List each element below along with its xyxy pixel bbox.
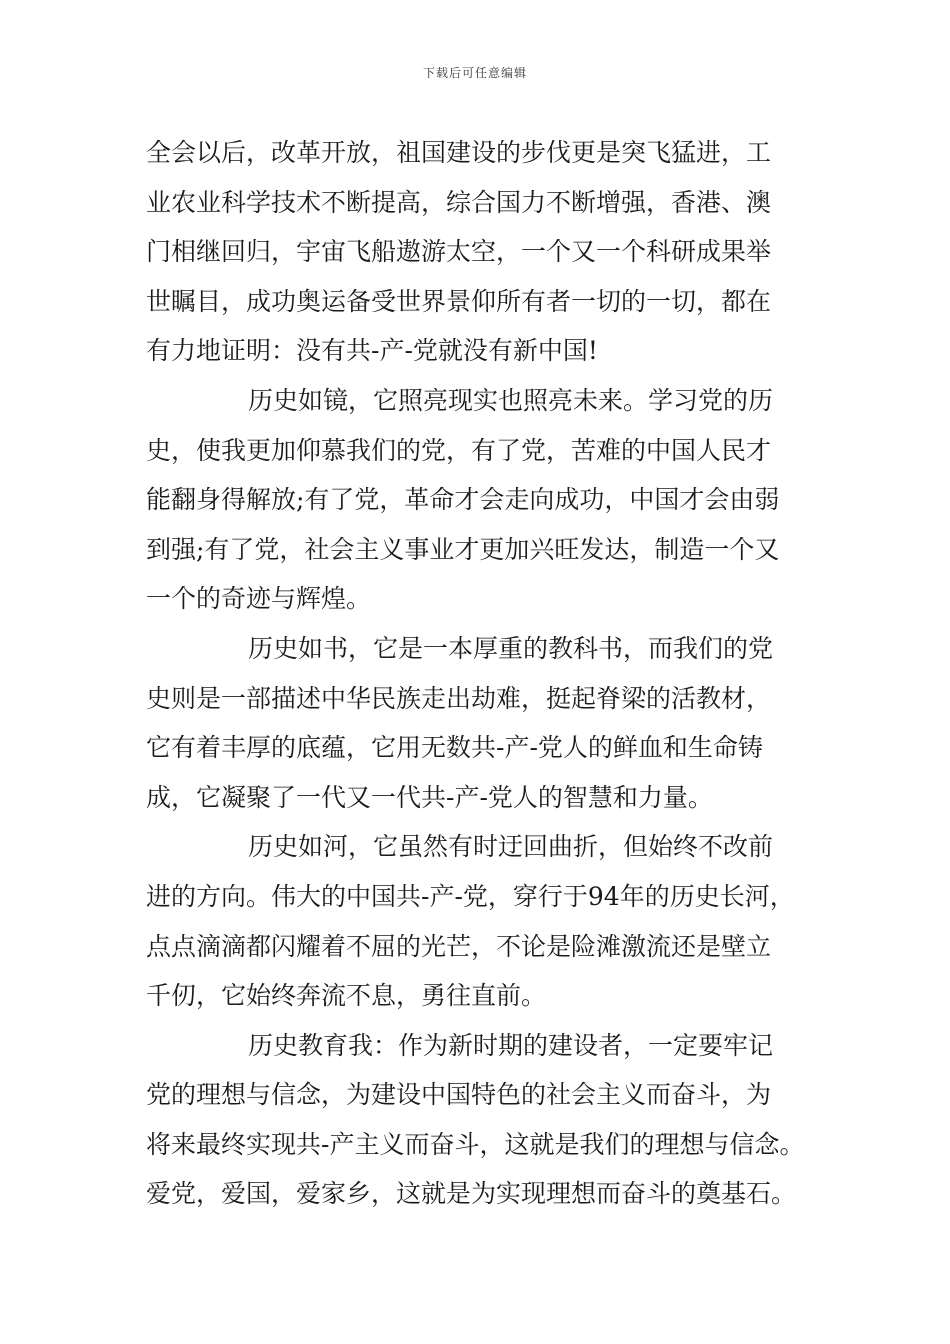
text-line: 能翻身得解放;有了党，革命才会走向成功，中国才会由弱 bbox=[146, 485, 780, 515]
text-line: 一个的奇迹与辉煌。 bbox=[146, 584, 372, 614]
text-line: 业农业科学技术不断提高，综合国力不断增强，香港、澳 bbox=[146, 187, 772, 217]
text-line: 将来最终实现共-产主义而奋斗，这就是我们的理想与信念。 bbox=[146, 1129, 805, 1159]
document-body bbox=[146, 128, 818, 1219]
paragraph bbox=[146, 376, 818, 624]
text-line: 历史如书，它是一本厚重的教科书，而我们的党 bbox=[248, 633, 774, 663]
text-line: 成，它凝聚了一代又一代共-产-党人的智慧和力量。 bbox=[146, 782, 713, 812]
text-line: 党的理想与信念，为建设中国特色的社会主义而奋斗，为 bbox=[146, 1080, 772, 1110]
paragraph bbox=[146, 624, 818, 822]
paragraph bbox=[146, 1021, 818, 1219]
text-line: 爱党，爱国，爱家乡，这就是为实现理想而奋斗的奠基石。 bbox=[146, 1179, 797, 1209]
text-line: 历史如河，它虽然有时迂回曲折，但始终不改前 bbox=[248, 832, 774, 862]
text-line: 全会以后，改革开放，祖国建设的步伐更是突飞猛进，工 bbox=[146, 138, 772, 167]
page-header: 下载后可任意编辑 bbox=[422, 66, 527, 80]
text-line: 进的方向。伟大的中国共-产-党，穿行于94年的历史长河， bbox=[146, 881, 795, 911]
text-line: 到强;有了党，社会主义事业才更加兴旺发达，制造一个又 bbox=[146, 534, 780, 564]
paragraph bbox=[146, 822, 818, 1020]
text-line: 史，使我更加仰慕我们的党，有了党，苦难的中国人民才 bbox=[146, 435, 772, 465]
text-line: 历史教育我：作为新时期的建设者，一定要牢记 bbox=[248, 1030, 774, 1060]
text-line: 它有着丰厚的底蕴，它用无数共-产-党人的鲜血和生命铸 bbox=[146, 733, 763, 763]
text-line: 史则是一部描述中华民族走出劫难，挺起脊梁的活教材， bbox=[146, 683, 772, 713]
text-line: 门相继回归，宇宙飞船遨游太空，一个又一个科研成果举 bbox=[146, 237, 772, 267]
text-line: 历史如镜，它照亮现实也照亮未来。学习党的历 bbox=[248, 385, 774, 415]
text-line: 有力地证明：没有共-产-党就没有新中国! bbox=[146, 336, 598, 366]
paragraph bbox=[146, 128, 818, 376]
text-line: 世瞩目，成功奥运备受世界景仰所有者一切的一切，都在 bbox=[146, 286, 772, 316]
text-line: 点点滴滴都闪耀着不屈的光芒，不论是险滩激流还是壁立 bbox=[146, 931, 772, 961]
text-line: 千仞，它始终奔流不息，勇往直前。 bbox=[146, 981, 547, 1011]
